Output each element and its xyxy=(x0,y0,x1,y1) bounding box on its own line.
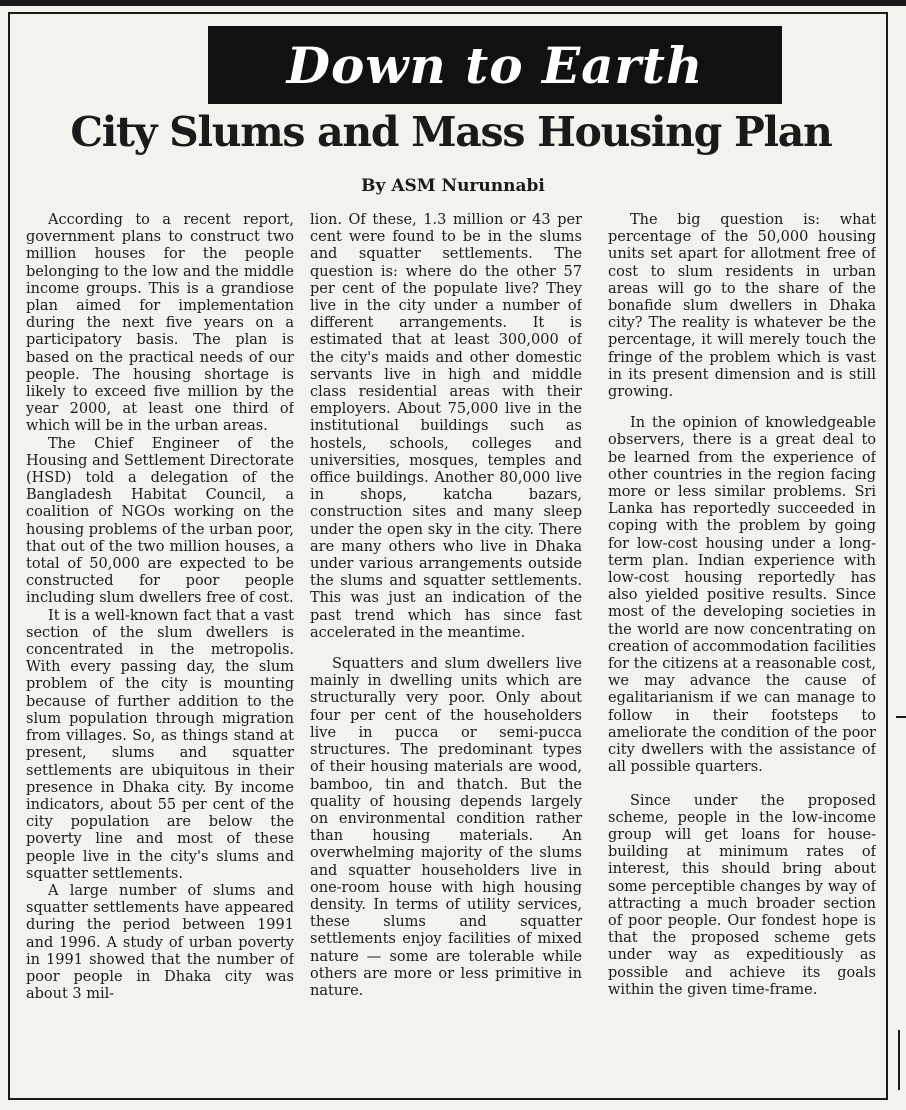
paragraph: In the opinion of knowledgeable observers, there is a great deal to be learned from the experience of other countries in the region facing more or less similar problems. Sri Lanka has reportedly succeeded in coping with the problem by going for low-cost housing under a long-term plan. Indian experience with low-cost housing reportedly has also yielded positive results. Since most of the developing societies in the world are now concentrating on creation of accommodation facilities for the citizens at a reasonable cost, we may advance the cause of egalitarianism if we can manage to follow in their footsteps to ameliorate the condition of the poor city dwellers with the assistance of all possible quarters. xyxy=(608,415,876,776)
paragraph: lion. Of these, 1.3 million or 43 per cent were found to be in the slums and squatter settlements. The question is: where do the other 57 per cent of the populate live? They live in the city under a number of different arrangements. It is estimated that at least 300,000 of the city's maids and other domestic servants live in high and middle class residential areas with their employers. About 75,000 live in the institutional buildings such as hostels, schools, colleges and universities, mosques, temples and office buildings. Another 80,000 live in shops, katcha bazars, construction sites and many sleep under the open sky in the city. There are many others who live in Dhaka under various arrangements outside the slums and squatter settlements. This was just an indication of the past trend which has since fast accelerated in the meantime. xyxy=(310,212,582,641)
paragraph: Squatters and slum dwellers live mainly in dwelling units which are structurally very poor. Only about four per cent of the householders live in pucca or semi-pucca structures. The predominant types of their housing materials are wood, bamboo, tin and thatch. But the quality of housing depends largely on environmental condition rather than housing materials. An overwhelming majority of the slums and squatter householders live in one-room house with high housing density. In terms of utility services, these slums and squatter settlements enjoy facilities of mixed nature — some are tolerable while others are more or less primitive in nature. xyxy=(310,656,582,999)
paragraph: According to a recent report, government plans to construct two million houses for the people belonging to the low and the middle income groups. This is a grandiose plan aimed for implementation during the next five years on a participatory basis. The plan is based on the practical needs of our people. The housing shortage is likely to exceed five million by the year 2000, at least one third of which will be in the urban areas. xyxy=(26,212,294,435)
paragraph: It is a well-known fact that a vast section of the slum dwellers is concentrated in the metropolis. With every passing day, the slum problem of the city is mounting because of further addition to the slum population through migration from villages. So, as things stand at present, slums and squatter settlements are ubiquitous in their presence in Dhaka city. By income indicators, about 55 per cent of the city population are below the poverty line and most of these people live in the city's slums and squatter settlements. xyxy=(26,607,294,882)
article-headline: City Slums and Mass Housing Plan xyxy=(70,108,832,156)
column-banner: Down to Earth xyxy=(208,26,782,104)
article-byline: By ASM Nurunnabi xyxy=(361,176,545,196)
top-border-rule xyxy=(0,0,906,6)
article-column-1 xyxy=(26,212,294,1088)
paragraph: The big question is: what percentage of the 50,000 housing units set apart for allotment free of cost to slum residents in urban areas will go to the share of the bonafide slum dwellers in Dhaka city? The reality is whatever be the percentage, it will merely touch the fringe of the problem which is vast in its present dimension and is still growing. xyxy=(608,212,876,401)
margin-mark xyxy=(896,716,906,718)
paragraph: Since under the proposed scheme, people in the low-income group will get loans for house-building at minimum rates of interest, this should bring about some perceptible changes by way of attracting a much broader section of poor people. Our fondest hope is that the proposed scheme gets under way as expeditiously as possible and achieve its goals within the given time-frame. xyxy=(608,792,876,998)
article-column-2 xyxy=(310,212,582,1088)
margin-mark-lower xyxy=(898,1030,900,1090)
paragraph: The Chief Engineer of the Housing and Settlement Directorate (HSD) told a delegation of the Bangladesh Habitat Council, a coalition of NGOs working on the housing problems of the urban poor, that out of the two million houses, a total of 50,000 are expected to be constructed for poor people including slum dwellers free of cost. xyxy=(26,435,294,607)
article-column-3 xyxy=(608,212,876,1088)
paragraph: A large number of slums and squatter settlements have appeared during the period between 1991 and 1996. A study of urban poverty in 1991 showed that the number of poor people in Dhaka city was about 3 mil- xyxy=(26,882,294,1003)
